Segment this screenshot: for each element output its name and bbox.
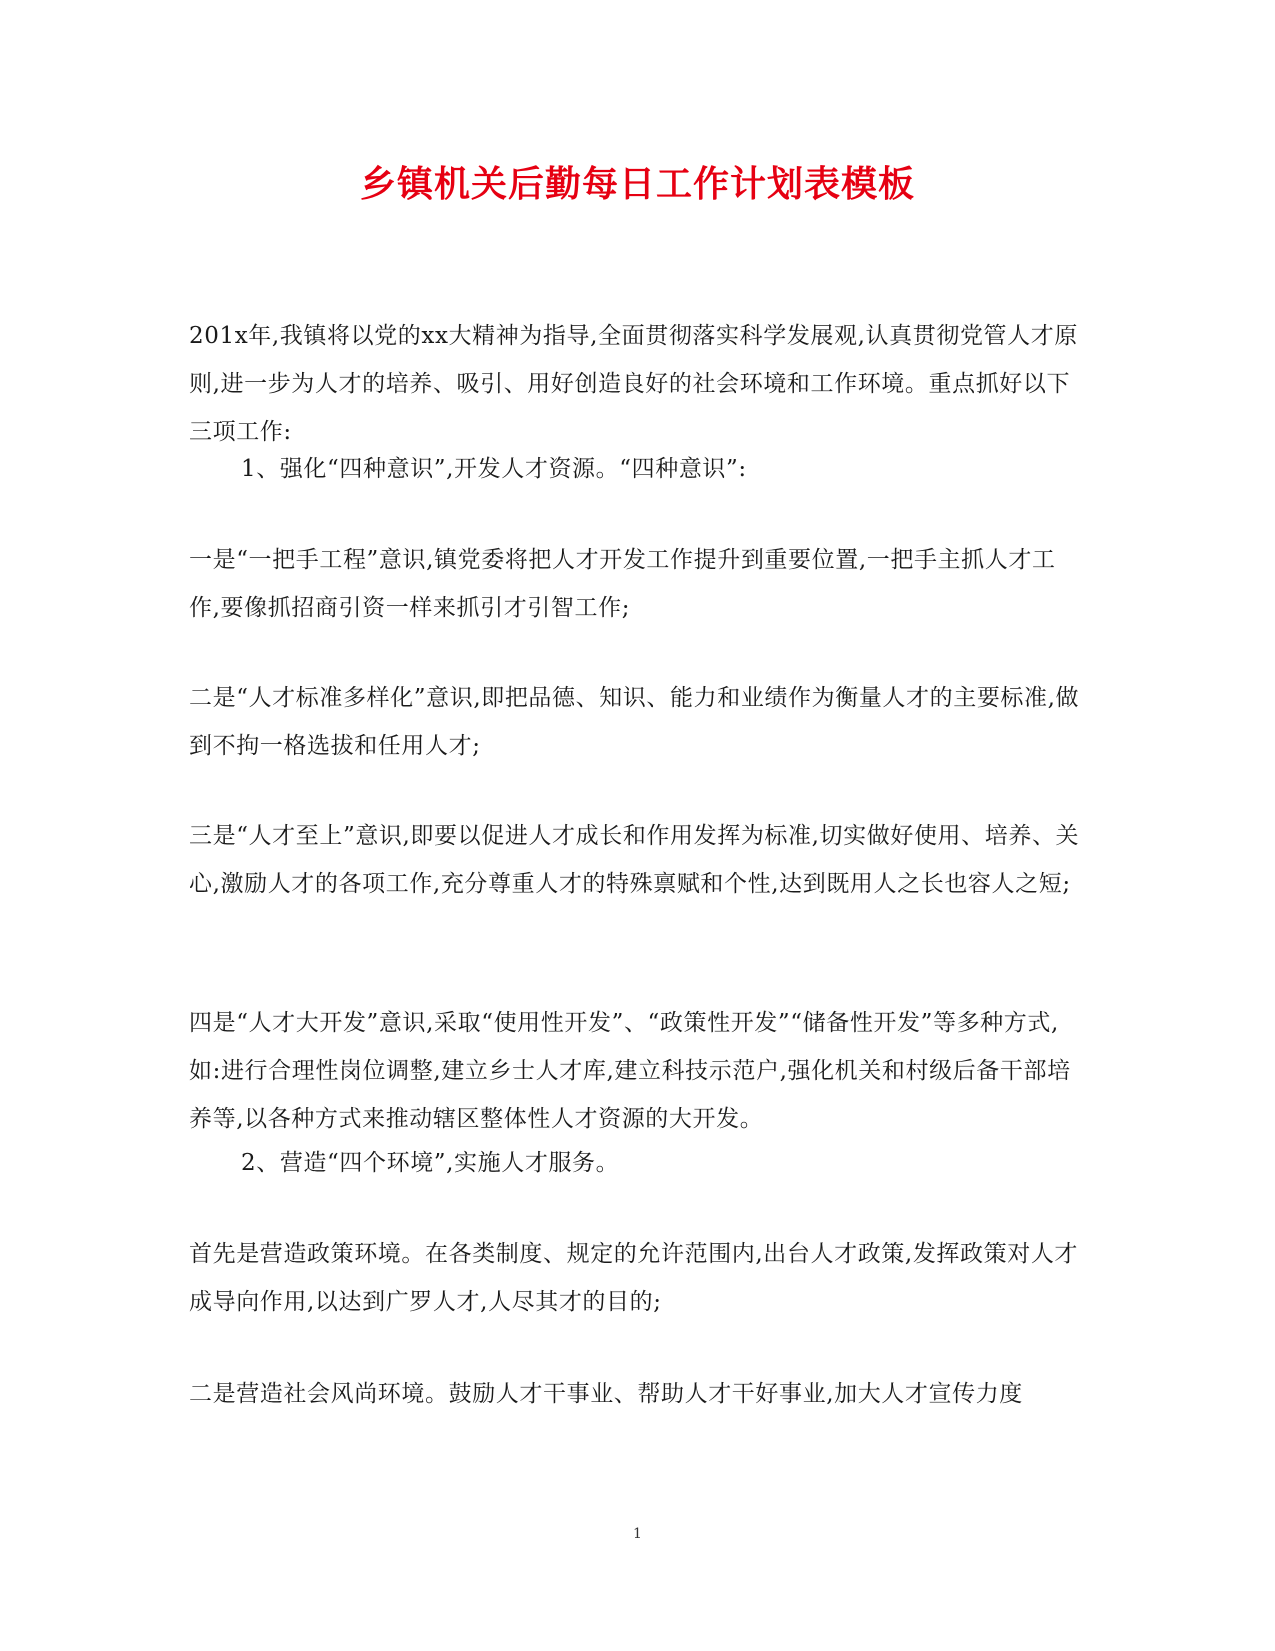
paragraph-env-2: 二是营造社会风尚环境。鼓励人才干事业、帮助人才干好事业,加大人才宣传力度	[189, 1381, 1023, 1407]
paragraph-env-1: 首先是营造政策环境。在各类制度、规定的允许范围内,出台人才政策,发挥政策对人才成导向作用,以达到广罗人才,人尽其才的目的;	[189, 1241, 1079, 1315]
paragraph-section-1-heading: 1、强化“四种意识”,开发人才资源。“四种意识”:	[241, 456, 747, 482]
paragraph-intro: 201x年,我镇将以党的xx大精神为指导,全面贯彻落实科学发展观,认真贯彻党管人才原则,进一步为人才的培养、吸引、用好创造良好的社会环境和工作环境。重点抓好以下三项工作:	[189, 323, 1078, 445]
document-title: 乡镇机关后勤每日工作计划表模板	[359, 163, 915, 205]
paragraph-item-2: 二是“人才标准多样化”意识,即把品德、知识、能力和业绩作为衡量人才的主要标准,做到不拘一格选拔和任用人才;	[189, 685, 1080, 759]
page-number: 1	[633, 1526, 642, 1542]
paragraph-section-2-heading: 2、营造“四个环境”,实施人才服务。	[241, 1150, 620, 1176]
paragraph-item-4: 四是“人才大开发”意识,采取“使用性开发”、“政策性开发”“储备性开发”等多种方式,如:进行合理性岗位调整,建立乡士人才库,建立科技示范户,强化机关和村级后备干部培养等,以各种方式来推动辖区整体性人才资源的大开发。	[189, 1010, 1071, 1132]
paragraph-item-1: 一是“一把手工程”意识,镇党委将把人才开发工作提升到重要位置,一把手主抓人才工作,要像抓招商引资一样来抓引才引智工作;	[189, 547, 1056, 621]
paragraph-item-3: 三是“人才至上”意识,即要以促进人才成长和作用发挥为标准,切实做好使用、培养、关心,激励人才的各项工作,充分尊重人才的特殊禀赋和个性,达到既用人之长也容人之短;	[189, 823, 1080, 897]
